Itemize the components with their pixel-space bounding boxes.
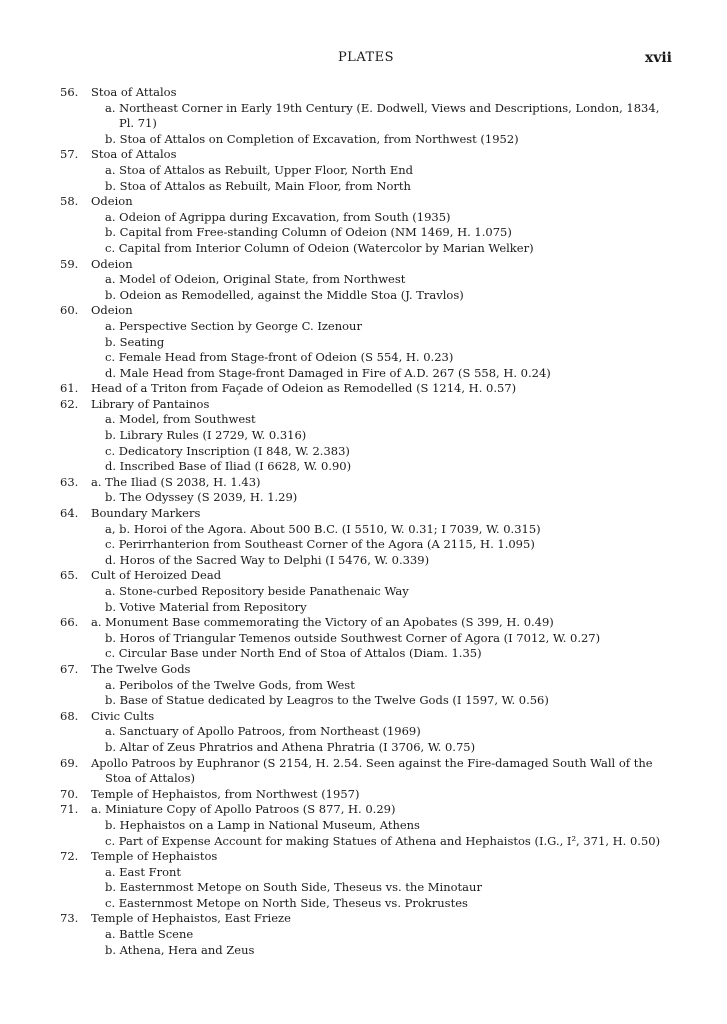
plate-heading: Boundary Markers (91, 506, 201, 521)
plate-number: 59. (60, 256, 79, 271)
plate-entry (60, 506, 672, 568)
plate-number: 71. (60, 802, 79, 817)
plate-subitem: a. Northeast Corner in Early 19th Century (E. Dodwell, Views and Descriptions, London, 1834, Pl. 71) (105, 100, 660, 131)
plate-entry (60, 85, 672, 147)
plate-subitem: a. Battle Scene (105, 927, 194, 942)
plate-entry-body (91, 802, 672, 849)
plate-subitem: b. Odeion as Remodelled, against the Middle Stoa (J. Travlos) (105, 287, 464, 302)
plate-entry (60, 194, 672, 256)
plate-entry-body (91, 615, 672, 662)
plate-heading: Stoa of Attalos (91, 85, 177, 99)
plate-number: 73. (60, 911, 79, 926)
plate-subitem: b. Stoa of Attalos as Rebuilt, Main Floor, from North (105, 178, 411, 193)
plate-subitem: b. Stoa of Attalos on Completion of Excavation, from Northwest (1952) (105, 131, 519, 146)
plate-heading: Odeion (91, 256, 133, 271)
plate-number: 62. (60, 396, 79, 411)
plate-entry (60, 911, 672, 958)
plate-heading: The Twelve Gods (91, 661, 191, 676)
plate-number: 68. (60, 708, 79, 723)
plate-heading: Odeion (91, 194, 133, 209)
plate-subitem: c. Perirrhanterion from Southeast Corner of the Agora (A 2115, H. 1.095) (105, 537, 535, 552)
plate-entry (60, 475, 672, 506)
plate-entry-body (91, 756, 672, 787)
plate-entry (60, 849, 672, 911)
plate-subitem: a. Peribolos of the Twelve Gods, from West (105, 677, 355, 692)
plate-entry-body (91, 147, 672, 194)
plate-heading: Temple of Hephaistos, East Frieze (91, 911, 291, 926)
plate-number: 65. (60, 568, 79, 583)
plate-subitem: b. Seating (105, 334, 165, 349)
plate-entry (60, 147, 672, 194)
plate-entry-body (91, 85, 672, 147)
plate-entry (60, 802, 672, 849)
plate-heading: Temple of Hephaistos, from Northwest (1957) (91, 786, 360, 801)
plate-subitem: b. Hephaistos on a Lamp in National Museum, Athens (105, 817, 420, 832)
plate-subitem: c. Female Head from Stage-front of Odeion (S 554, H. 0.23) (105, 350, 454, 365)
plate-subitem: a. Sanctuary of Apollo Patroos, from Northeast (1969) (105, 724, 421, 739)
plate-subitem: a, b. Horoi of the Agora. About 500 B.C. (I 5510, W. 0.31; I 7039, W. 0.315) (105, 521, 541, 536)
plate-entry (60, 568, 672, 615)
page-header (60, 50, 672, 70)
plate-entry-body (91, 475, 672, 506)
plate-subitem: c. Part of Expense Account for making Statues of Athena and Hephaistos (I.G., I², 371, H. 0.50) (105, 833, 661, 848)
plate-subitem: a. Stone-curbed Repository beside Panathenaic Way (105, 584, 409, 598)
plate-subitem: c. Circular Base under North End of Stoa of Attalos (Diam. 1.35) (105, 646, 482, 661)
plate-subitem: b. Horos of Triangular Temenos outside Southwest Corner of Agora (I 7012, W. 0.27) (105, 630, 601, 645)
page-number: xvii (644, 50, 672, 66)
plate-subitem: b. Base of Statue dedicated by Leagros to the Twelve Gods (I 1597, W. 0.56) (105, 693, 549, 708)
plate-subitem: b. Library Rules (I 2729, W. 0.316) (105, 428, 307, 443)
plate-heading: a. Miniature Copy of Apollo Patroos (S 877, H. 0.29) (91, 802, 396, 817)
plate-number: 58. (60, 194, 79, 209)
plate-heading: Head of a Triton from Façade of Odeion as Remodelled (S 1214, H. 0.57) (91, 381, 517, 396)
plate-subitem: a. Model of Odeion, Original State, from Northwest (105, 272, 406, 287)
plate-subitem: c. Dedicatory Inscription (I 848, W. 2.383) (105, 443, 350, 458)
plate-subitem: c. Capital from Interior Column of Odeion (Watercolor by Marian Welker) (105, 240, 534, 255)
plate-subitem: d. Male Head from Stage-front Damaged in Fire of A.D. 267 (S 558, H. 0.24) (105, 365, 551, 380)
plate-heading: Temple of Hephaistos (91, 849, 218, 864)
plate-entry-body (91, 849, 672, 911)
plate-number: 70. (60, 786, 79, 801)
plate-entry (60, 787, 672, 803)
plate-subitem: c. Easternmost Metope on North Side, Theseus vs. Prokrustes (105, 895, 468, 910)
plate-subitem: b. Capital from Free-standing Column of Odeion (NM 1469, H. 1.075) (105, 225, 512, 240)
plate-number: 69. (60, 755, 79, 770)
plate-entry-body (91, 381, 672, 397)
plate-subitem: d. Inscribed Base of Iliad (I 6628, W. 0.90) (105, 459, 352, 474)
plate-entry-body (91, 709, 672, 756)
plate-subitem: a. East Front (105, 864, 182, 879)
plate-subitem: a. Stoa of Attalos as Rebuilt, Upper Floor, North End (105, 162, 413, 177)
plate-entry-body (91, 787, 672, 803)
plate-entry-body (91, 568, 672, 615)
plate-subitem: a. Model, from Southwest (105, 412, 256, 427)
plate-entry (60, 662, 672, 709)
plate-heading: a. Monument Base commemorating the Victory of an Apobates (S 399, H. 0.49) (91, 615, 554, 630)
plate-entry (60, 615, 672, 662)
plate-subitem: b. Votive Material from Repository (105, 599, 307, 614)
plate-heading: Odeion (91, 303, 133, 318)
plate-entry-body (91, 506, 672, 568)
plate-number: 57. (60, 147, 79, 162)
plate-number: 56. (60, 85, 79, 99)
plate-list (60, 85, 672, 958)
plate-entry (60, 709, 672, 756)
plate-entry-body (91, 303, 672, 381)
plate-subitem: a. Odeion of Agrippa during Excavation, from South (1935) (105, 209, 451, 224)
plate-subitem: b. Athena, Hera and Zeus (105, 942, 255, 957)
plate-heading: Library of Pantainos (91, 396, 210, 411)
plate-number: 60. (60, 303, 79, 318)
plate-number: 63. (60, 474, 79, 489)
plate-number: 72. (60, 849, 79, 864)
plate-subitem: d. Horos of the Sacred Way to Delphi (I 5476, W. 0.339) (105, 552, 430, 567)
plate-entry (60, 756, 672, 787)
plate-subitem: a. Perspective Section by George C. Izenour (105, 318, 362, 333)
plate-entry-body (91, 397, 672, 475)
plate-heading: Stoa of Attalos (91, 147, 177, 162)
plate-entry (60, 303, 672, 381)
plate-heading: Apollo Patroos by Euphranor (S 2154, H. 2.54. Seen against the Fire-damaged South Wall of the Stoa of Attalos) (91, 755, 653, 786)
plate-entry-body (91, 662, 672, 709)
plate-subitem: b. Easternmost Metope on South Side, Theseus vs. the Minotaur (105, 880, 482, 895)
plate-number: 61. (60, 381, 79, 396)
plate-entry (60, 257, 672, 304)
plate-entry-body (91, 257, 672, 304)
plate-number: 64. (60, 506, 79, 521)
plate-heading: Cult of Heroized Dead (91, 568, 222, 583)
plate-entry (60, 397, 672, 475)
plate-entry (60, 381, 672, 397)
plate-entry-body (91, 194, 672, 256)
running-title: PLATES (337, 50, 395, 65)
plate-subitem: b. Altar of Zeus Phratrios and Athena Phratria (I 3706, W. 0.75) (105, 739, 476, 754)
plate-heading: a. The Iliad (S 2038, H. 1.43) (91, 474, 261, 489)
plate-heading: Civic Cults (91, 708, 155, 723)
plate-subitem: b. The Odyssey (S 2039, H. 1.29) (105, 490, 298, 505)
plate-entry-body (91, 911, 672, 958)
plate-number: 66. (60, 615, 79, 630)
plate-number: 67. (60, 661, 79, 676)
